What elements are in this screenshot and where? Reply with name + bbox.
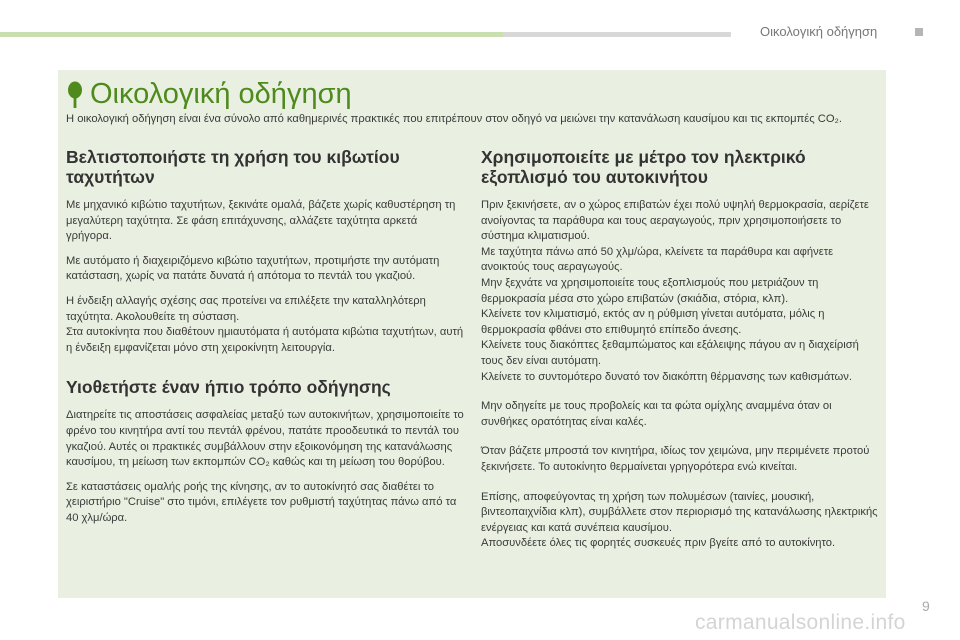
section-heading-electrical: Χρησιμοποιείτε με μέτρο τον ηλεκτρικό εξοπλισμό του αυτοκινήτου bbox=[481, 147, 806, 187]
electrical-line-2: Με ταχύτητα πάνω από 50 χλμ/ώρα, κλείνετε τα παράθυρα και αφήνετε ανοικτούς τους αεραγωγούς. bbox=[481, 245, 834, 274]
gearbox-paragraph-automatic: Με αυτόματο ή διαχειριζόμενο κιβώτιο ταχυτήτων, προτιμήστε την αυτόματη κατάσταση, χωρίς να πατάτε δυνατά ή απότομα το πεντάλ του γκαζιού. bbox=[66, 254, 440, 283]
electrical-line-3: Μην ξεχνάτε να χρησιμοποιείτε τους εξοπλισμούς που μετριάζουν τη θερμοκρασία μέσα στο χώρο επιβατών (σκιάδια, στόρια, κλπ). bbox=[481, 276, 819, 305]
page-title-text: Οικολογική οδήγηση bbox=[90, 78, 352, 110]
gentle-driving-paragraph: Διατηρείτε τις αποστάσεις ασφαλείας μεταξύ των αυτοκινήτων, χρησιμοποιείτε το φρένο του κινητήρα αντί του πεντάλ φρένου, πατάτε προοδευτικά το πεντάλ του γκαζιού. Αυτές οι πρακτικές συμβάλλουν στην εξοικονόμηση της κατανάλωσης καυσίμου, τη μείωση των εκπομπών CO₂ καθώς και τη μείωση του θορύβου. bbox=[66, 409, 464, 469]
multimedia-paragraph: Επίσης, αποφεύγοντας τη χρήση των πολυμέσων (ταινίες, μουσική, βιντεοπαιχνίδια κλπ), συμβάλλετε στον περιορισμό της κατανάλωσης ηλεκτρικής ενέργειας και κατά συνέπεια καυσίμου. bbox=[481, 490, 878, 534]
header-bar-divider bbox=[503, 32, 731, 37]
gearbox-paragraph-manual: Με μηχανικό κιβώτιο ταχυτήτων, ξεκινάτε ομαλά, βάζετε χωρίς καθυστέρηση τη μεγαλύτερη ταχύτητα. Σε φάση επιτάχυνσης, αλλάζετε ταχύτητα αρκετά γρήγορα. bbox=[66, 199, 456, 243]
left-column bbox=[66, 147, 464, 536]
cruise-paragraph: Σε καταστάσεις ομαλής ροής της κίνησης, αν το αυτοκίνητό σας διαθέτει το χειριστήριο "Cruise" στο τιμόνι, επιλέγετε τον ρυθμιστή ταχύτητας πάνω από τα 40 χλμ/ώρα. bbox=[66, 480, 457, 524]
header-bar-accent bbox=[0, 32, 503, 37]
watermark: carmanualsonline.info bbox=[695, 611, 906, 634]
section-heading-gentle-driving: Υιοθετήστε έναν ήπιο τρόπο οδήγησης bbox=[66, 377, 391, 398]
page-number: 9 bbox=[922, 598, 930, 614]
page-title bbox=[66, 78, 352, 111]
electrical-line-1: Πριν ξεκινήσετε, αν ο χώρος επιβατών έχει πολύ υψηλή θερμοκρασία, αερίζετε ανοίγοντας τα παράθυρα και τους αεραγωγούς, πριν χρησιμοποιήσετε το σύστημα κλιματισμού. bbox=[481, 199, 869, 243]
electrical-line-6: Κλείνετε το συντομότερο δυνατό τον διακόπτη θέρμανσης των καθισμάτων. bbox=[481, 370, 852, 383]
section-heading-gearbox: Βελτιστοποιήστε τη χρήση του κιβωτίου ταχυτήτων bbox=[66, 147, 400, 187]
right-column bbox=[481, 147, 879, 561]
tree-leaf-icon bbox=[66, 81, 84, 109]
headlights-paragraph: Μην οδηγείτε με τους προβολείς και τα φώτα ομίχλης αναμμένα όταν οι συνθήκες ορατότητας είναι καλές. bbox=[481, 400, 832, 428]
running-header-title: Οικολογική οδήγηση bbox=[760, 24, 878, 39]
header-marker bbox=[915, 28, 923, 36]
engine-warmup-paragraph: Όταν βάζετε μπροστά τον κινητήρα, ιδίως τον χειμώνα, μην περιμένετε προτού ξεκινήσετε. Το αυτοκίνητο θερμαίνεται γρηγορότερα ενώ κινείται. bbox=[481, 445, 870, 473]
gearbox-paragraph-indicator: Η ένδειξη αλλαγής σχέσης σας προτείνει να επιλέξετε την καταλληλότερη ταχύτητα. Ακολουθείτε τη σύσταση. bbox=[66, 294, 426, 323]
gearbox-paragraph-indicator-note: Στα αυτοκίνητα που διαθέτουν ημιαυτόματα ή αυτόματα κιβώτια ταχυτήτων, αυτή η ένδειξη εμφανίζεται μόνο στη χειροκίνητη λειτουργία. bbox=[66, 326, 464, 354]
electrical-line-5: Κλείνετε τους διακόπτες ξεθαμπώματος και εξάλειψης πάγου αν η διαχείρισή τους δεν είναι αυτόματη. bbox=[481, 339, 859, 367]
unplug-devices-paragraph: Αποσυνδέετε όλες τις φορητές συσκευές πριν βγείτε από το αυτοκίνητο. bbox=[481, 537, 836, 550]
intro-paragraph: Η οικολογική οδήγηση είναι ένα σύνολο από καθημερινές πρακτικές που επιτρέπουν στον οδηγό να μειώνει την κατανάλωση καυσίμου και τις εκπομπές CO₂. bbox=[66, 113, 842, 125]
electrical-line-4: Κλείνετε τον κλιματισμό, εκτός αν η ρύθμιση γίνεται αυτόματα, μόλις η θερμοκρασία φθάνει στο επιθυμητό επίπεδο άνεσης. bbox=[481, 308, 825, 336]
